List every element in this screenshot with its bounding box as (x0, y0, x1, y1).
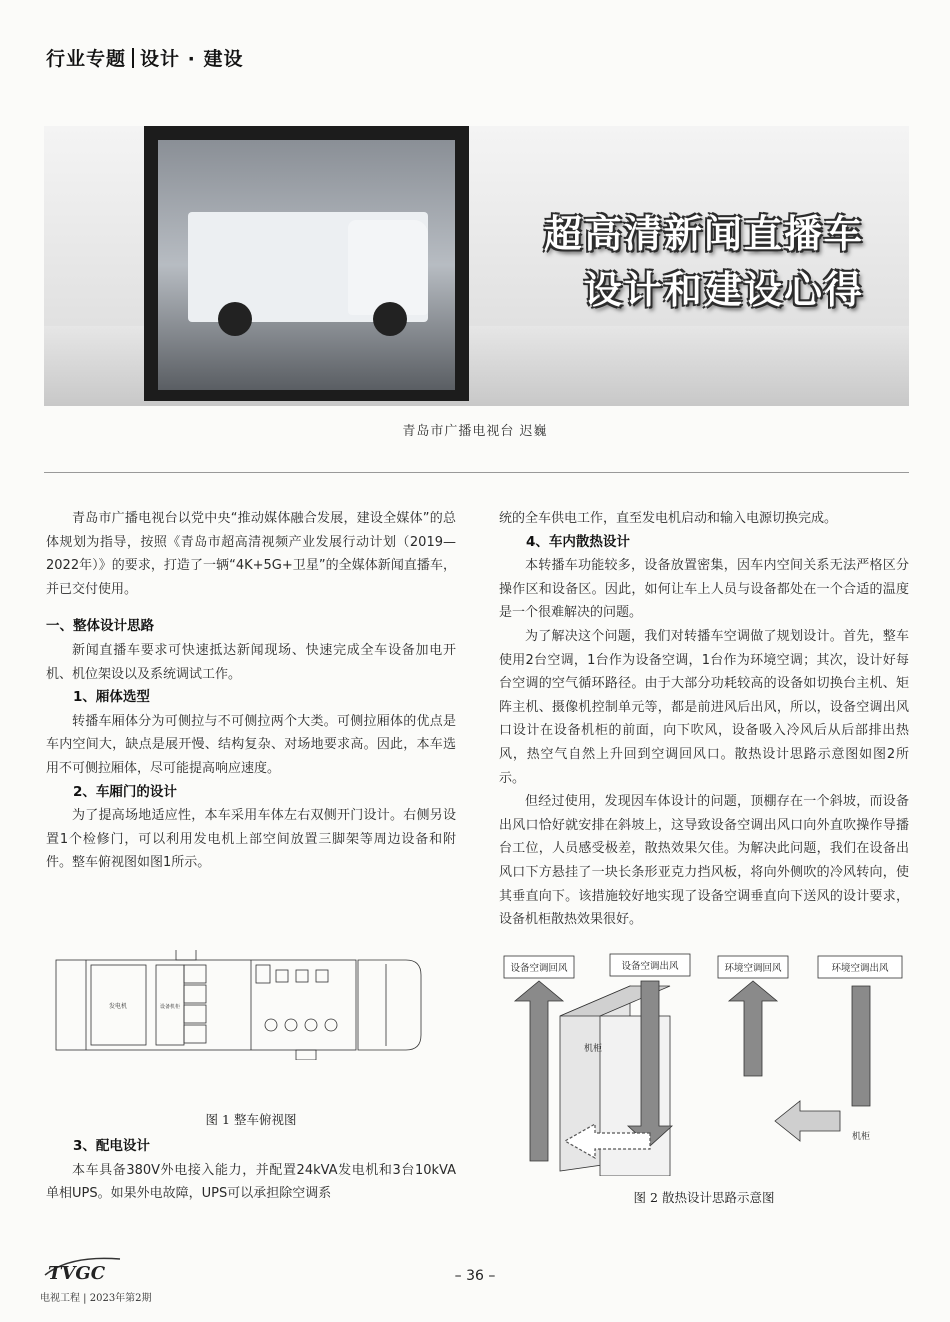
title-line-2: 设计和建设心得 (583, 267, 864, 312)
env-return-arrow (729, 981, 777, 1076)
divider (132, 48, 134, 68)
paragraph: 为了解决这个问题，我们对转播车空调做了规划设计。首先，整车使用2台空调，1台作为设备空调，1台作为环境空调；其次，设计好每台空调的空气循环路径。由于大部分功耗较高的设备如切换台主机、矩阵主机、摄像机控制单元等，都是前进风后出风，所以，设备空调出风口设计在设备机柜的前面，向下吹风，设备吸入冷风后从后部排出热风，热空气自然上升回到空调回风口。散热设计思路示意图如图2所示。 (499, 628, 909, 786)
article-title (404, 206, 864, 318)
title-line-1: 超高清新闻直播车 (543, 211, 864, 256)
right-column (499, 507, 909, 932)
figure-1-top-view (46, 950, 456, 1060)
subsection-name: 设计 · 建设 (140, 48, 244, 70)
banner-image (44, 126, 909, 406)
paragraph: 为了提高场地适应性，本车采用车体左右双侧开门设计。右侧另设置1个检修门，可以利用发电机上部空间放置三脚架等周边设备和附件。整车俯视图如图1所示。 (46, 808, 456, 871)
divider (44, 472, 909, 473)
left-column-continued (46, 1135, 456, 1206)
section-heading: 一、整体设计思路 (46, 618, 154, 635)
page-number: – 36 – (454, 1268, 496, 1284)
author-line: 青岛市广播电视台 迟巍 (402, 424, 548, 439)
section-heading: 1、厢体选型 (73, 689, 150, 706)
figure-2-caption: 图 2 散热设计思路示意图 (633, 1190, 775, 1205)
return-air-arrow (515, 981, 563, 1161)
logo-text: TVGC (48, 1263, 106, 1283)
label-equip-supply: 设备空调出风 (621, 961, 679, 972)
paragraph: 青岛市广播电视台以党中央“推动媒体融合发展，建设全媒体”的总体规划为指导，按照《青岛市超高清视频产业发展行动计划（2019—2022年）》的要求，打造了一辆“4K+5G+卫星”的全媒体新闻直播车，并已交付使用。 (46, 511, 456, 597)
truck-wheel (218, 302, 252, 336)
rack-label: 设备机柜 (159, 1004, 181, 1010)
paragraph: 本转播车功能较多，设备放置密集，因车内空间关系无法严格区分操作区和设备区。因此，如何让车上人员与设备都处在一个合适的温度是一个很难解决的问题。 (499, 558, 909, 621)
section-heading: 3、配电设计 (73, 1138, 150, 1154)
figure-2-cooling-diagram (500, 946, 908, 1176)
section-heading: 2、车厢门的设计 (73, 783, 177, 800)
paragraph: 但经过使用，发现因车体设计的问题，顶棚存在一个斜坡，而设备出风口恰好就安排在斜坡上，这导致设备空调出风口向外直吹操作导播台工位，人员感受极差，散热效果欠佳。为解决此问题，我们在设备出风口下方悬挂了一块长条形亚克力挡风板，将向外侧吹的冷风转向，使其垂直向下。该措施较好地实现了设备空调垂直向下送风的设计要求，设备机柜散热效果很好。 (499, 794, 909, 928)
section-name: 行业专题 (46, 48, 127, 70)
figure-1-caption: 图 1 整车俯视图 (205, 1112, 297, 1127)
cabinet-label: 机柜 (584, 1044, 603, 1054)
env-supply-arrow (852, 986, 870, 1106)
section-heading: 4、车内散热设计 (526, 533, 630, 550)
label-env-return: 环境空调回风 (724, 963, 782, 974)
left-column (46, 507, 456, 875)
generator-label: 发电机 (108, 1003, 128, 1010)
cabinet-front (600, 1016, 670, 1176)
paragraph: 新闻直播车要求可快速抵达新闻现场、快速完成全车设备加电开机、机位架设以及系统调试工作。 (46, 642, 456, 682)
section-label (46, 44, 243, 71)
label-env-supply: 环境空调出风 (831, 963, 889, 974)
paragraph: 统的全车供电工作，直至发电机启动和输入电源切换完成。 (499, 511, 838, 526)
spacer (46, 601, 456, 615)
journal-name: 电视工程 | 2023年第2期 (40, 1293, 152, 1304)
env-airflow-arrow (775, 1101, 840, 1141)
truck-cab-outline (358, 960, 421, 1050)
label-equip-return: 设备空调回风 (510, 963, 568, 974)
truck-wheel (373, 302, 407, 336)
paragraph: 转播车厢体分为可侧拉与不可侧拉两个大类。可侧拉厢体的优点是车内空间大，缺点是展开慢、结构复杂、对场地要求高。因此，本车选用不可侧拉厢体，尽可能提高响应速度。 (46, 713, 456, 776)
cabinet-right-label: 机柜 (852, 1132, 871, 1142)
paragraph: 本车具备380V外电接入能力，并配置24kVA发电机和3台10kVA单相UPS。如果外电故障，UPS可以承担除空调系 (46, 1162, 456, 1202)
